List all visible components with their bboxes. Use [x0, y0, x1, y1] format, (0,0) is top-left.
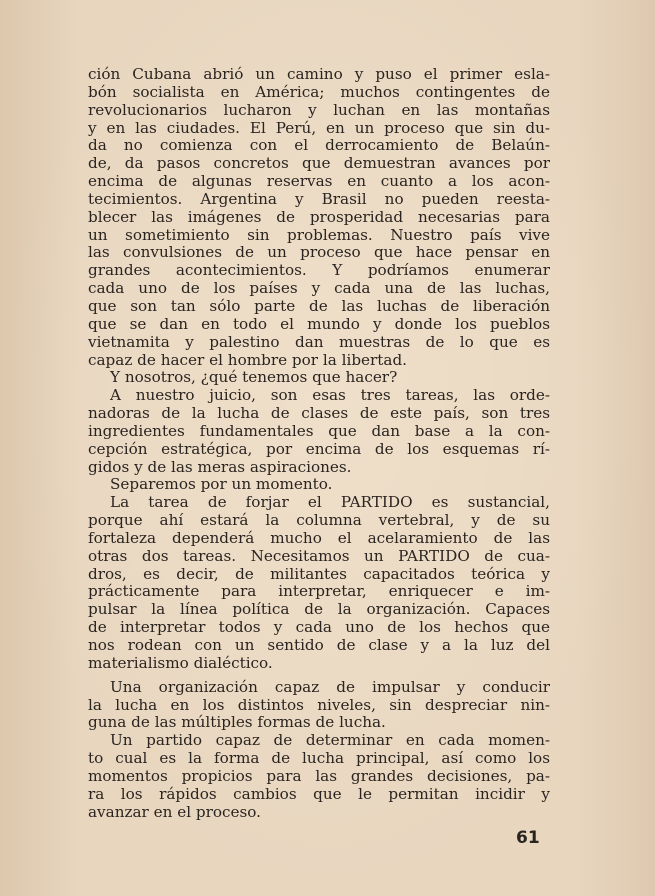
text-line: ra los rápidos cambios que le permitan incidir y	[88, 785, 550, 803]
text-line: da no comienza con el derrocamiento de Belaún-	[88, 137, 550, 155]
text-line: otras dos tareas. Necesitamos un PARTIDO de cua-	[88, 547, 550, 565]
text-line: capaz de hacer el hombre por la libertad.	[88, 351, 408, 369]
text-line: avanzar en el proceso.	[88, 803, 262, 821]
text-line: de, da pasos concretos que demuestran avances por	[88, 155, 550, 173]
text-line: que son tan sólo parte de las luchas de liberación	[88, 297, 550, 315]
text-line: porque ahí estará la columna vertebral, y de su	[88, 512, 550, 530]
text-line: Y nosotros, ¿qué tenemos que hacer?	[110, 369, 398, 387]
text-line: cepción estratégica, por encima de los esquemas rí-	[88, 440, 550, 458]
text-line: un sometimiento sin problemas. Nuestro país vive	[88, 226, 550, 244]
text-line: vietnamita y palestino dan muestras de lo que es	[88, 333, 550, 351]
page-number: 61	[516, 828, 540, 848]
text-line: La tarea de forjar el PARTIDO es sustancial,	[110, 494, 550, 512]
text-line: gidos y de las meras aspiraciones.	[88, 458, 352, 476]
text-line: de interpretar todos y cada uno de los hechos que	[88, 619, 550, 637]
text-line: to cual es la forma de lucha principal, así como los	[88, 750, 550, 768]
text-line: que se dan en todo el mundo y donde los pueblos	[88, 315, 550, 333]
text-line: Un partido capaz de determinar en cada momen-	[110, 732, 550, 750]
text-line: las convulsiones de un proceso que hace pensar en	[88, 244, 550, 262]
text-line: bón socialista en América; muchos contingentes de	[88, 83, 550, 101]
text-line: ingredientes fundamentales que dan base a la con-	[88, 422, 550, 440]
text-line: A nuestro juicio, son esas tres tareas, las orde-	[110, 387, 550, 405]
text-line: grandes acontecimientos. Y podríamos enumerar	[88, 262, 550, 280]
text-line: ción Cubana abrió un camino y puso el primer esla-	[88, 66, 550, 83]
body-text	[88, 66, 550, 821]
text-line: pulsar la línea política de la organización. Capaces	[88, 601, 550, 619]
text-line: fortaleza dependerá mucho el acelaramiento de las	[88, 529, 550, 547]
text-line: materialismo dialéctico.	[88, 654, 273, 672]
text-line: la lucha en los distintos niveles, sin despreciar nin-	[88, 696, 550, 714]
text-line: nadoras de la lucha de clases de este país, son tres	[88, 405, 550, 423]
text-line: Una organización capaz de impulsar y conducir	[110, 678, 550, 696]
text-line: tecimientos. Argentina y Brasil no pueden reesta-	[88, 190, 550, 208]
text-line: revolucionarios lucharon y luchan en las montañas	[88, 101, 550, 119]
text-line: guna de las múltiples formas de lucha.	[88, 714, 386, 732]
text-line: nos rodean con un sentido de clase y a la luz del	[88, 637, 550, 654]
text-line: prácticamente para interpretar, enriquecer e im-	[88, 583, 550, 601]
text-line: momentos propicios para las grandes decisiones, pa-	[88, 767, 550, 785]
text-line: cada uno de los países y cada una de las luchas,	[88, 280, 550, 298]
text-line: dros, es decir, de militantes capacitados teórica y	[88, 565, 550, 583]
text-line: blecer las imágenes de prosperidad necesarias para	[88, 208, 550, 226]
text-line: Separemos por un momento.	[110, 476, 333, 494]
text-line: y en las ciudades. El Perú, en un proceso que sin du-	[88, 119, 550, 137]
text-line: encima de algunas reservas en cuanto a los acon-	[88, 173, 550, 191]
